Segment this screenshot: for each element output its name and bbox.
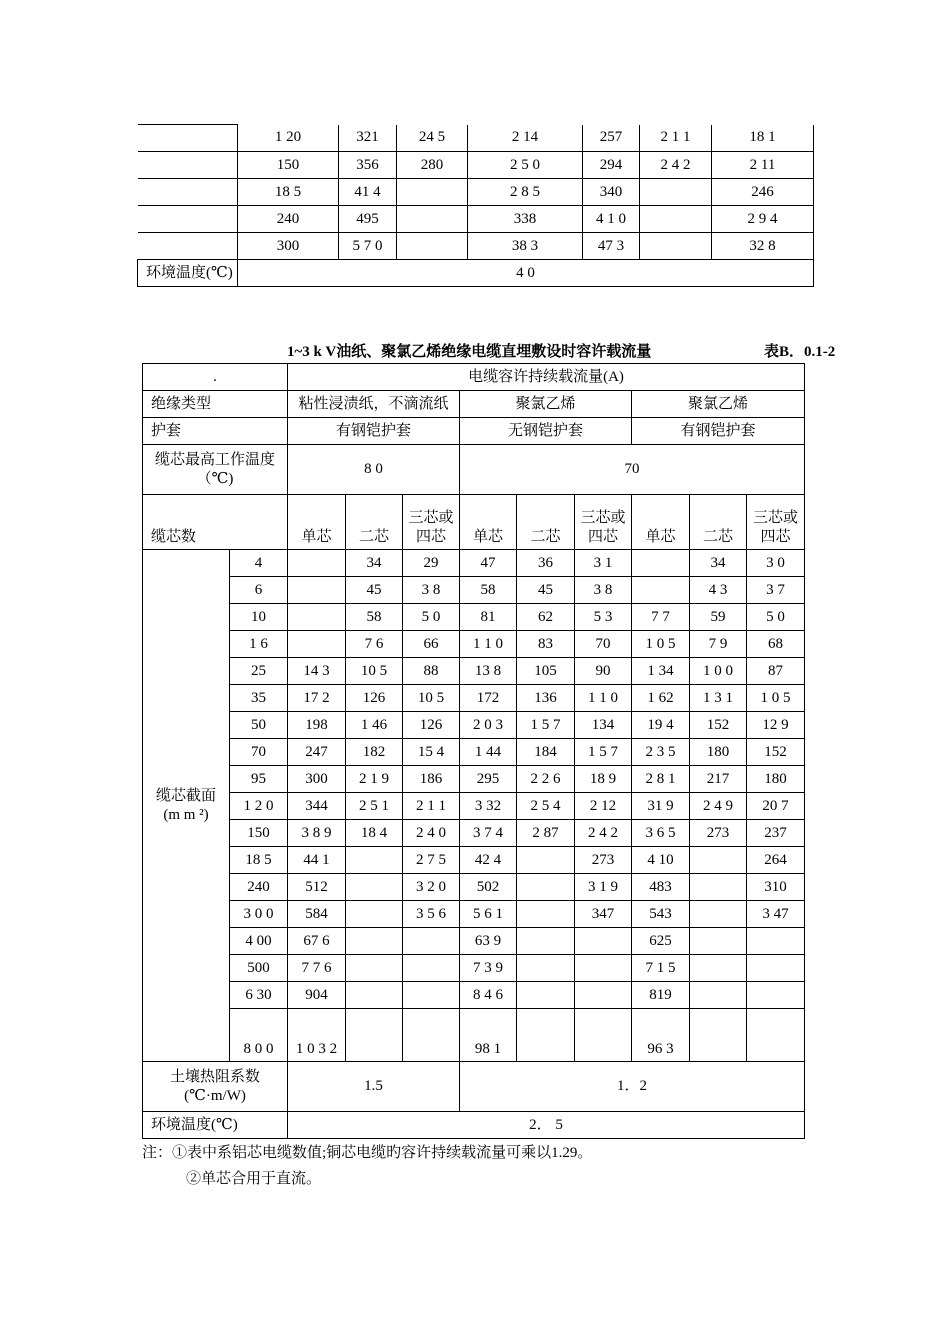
table-cell: 5 0 (403, 604, 460, 631)
table-cell: 70 (575, 631, 632, 658)
table-cell (747, 982, 805, 1009)
section-size: 500 (230, 955, 288, 982)
table-cell: 180 (690, 739, 747, 766)
insulation-pvc-2: 聚氯乙烯 (632, 391, 805, 418)
table-cell: 257 (583, 125, 640, 152)
table-cell: 3 8 (575, 577, 632, 604)
table-cell: 184 (517, 739, 575, 766)
table-cell: 5 7 0 (339, 233, 397, 260)
blank-cell (138, 152, 238, 179)
table-cell: 3 5 6 (403, 901, 460, 928)
table-cell: 18 4 (346, 820, 403, 847)
table-cell: 14 3 (288, 658, 346, 685)
table-cell: 356 (339, 152, 397, 179)
table-cell: 2 4 2 (575, 820, 632, 847)
table-cell: 136 (517, 685, 575, 712)
table-cell: 2 11 (712, 152, 814, 179)
table-cell: 47 3 (583, 233, 640, 260)
header-row-maxtemp (143, 445, 805, 495)
table-cell: 198 (288, 712, 346, 739)
table-cell: 7 9 (690, 631, 747, 658)
table-row (143, 739, 805, 766)
table-cell: 904 (288, 982, 346, 1009)
table-cell (517, 874, 575, 901)
table-cell (690, 1009, 747, 1062)
table-cell: 10 5 (403, 685, 460, 712)
table-cell: 3 8 (403, 577, 460, 604)
table-cell: 34 (346, 550, 403, 577)
table-row (138, 179, 814, 206)
table-cell (690, 874, 747, 901)
table-cell: 1 5 7 (575, 739, 632, 766)
table-cell: 2 12 (575, 793, 632, 820)
table-cell (397, 233, 468, 260)
table-cell: 13 8 (460, 658, 517, 685)
table-cell: 1 0 0 (690, 658, 747, 685)
table-row (143, 847, 805, 874)
section-size: 50 (230, 712, 288, 739)
table-cell: 38 3 (468, 233, 583, 260)
table-cell (517, 847, 575, 874)
table-cell: 58 (460, 577, 517, 604)
table-cell (346, 874, 403, 901)
table-cell: 280 (397, 152, 468, 179)
table-cell: 2 1 1 (640, 125, 712, 152)
table-cell: 1 5 7 (517, 712, 575, 739)
maxtemp-label: 缆芯最高工作温度（℃) (143, 445, 288, 495)
table-cell (747, 1009, 805, 1062)
table-cell: 2 5 1 (346, 793, 403, 820)
table-cell: 1 1 0 (460, 631, 517, 658)
table-cell: 150 (238, 152, 339, 179)
table-cell: 217 (690, 766, 747, 793)
table-cell: 3 47 (747, 901, 805, 928)
table-cell: 31 9 (632, 793, 690, 820)
table-row (143, 712, 805, 739)
table-cell: 2 14 (468, 125, 583, 152)
table-cell (640, 233, 712, 260)
table-cell: 134 (575, 712, 632, 739)
table-cell: 321 (339, 125, 397, 152)
cores-header: 单芯 (460, 495, 517, 550)
maxtemp-pvc: 70 (460, 445, 805, 495)
table-cell (346, 847, 403, 874)
table-row (143, 793, 805, 820)
header-row-sheath (143, 418, 805, 445)
table-cell: 1 44 (460, 739, 517, 766)
table-cell (288, 577, 346, 604)
table-cell: 1 1 0 (575, 685, 632, 712)
table-cell: 2 5 0 (468, 152, 583, 179)
table-cell: 338 (468, 206, 583, 233)
table-cell: 36 (517, 550, 575, 577)
sheath-armored-1: 有钢铠护套 (288, 418, 460, 445)
table-row (143, 766, 805, 793)
table-cell: 67 6 (288, 928, 346, 955)
table-cell: 18 5 (238, 179, 339, 206)
table-cell: 1 46 (346, 712, 403, 739)
table-cell: 3 7 (747, 577, 805, 604)
table-cell: 126 (346, 685, 403, 712)
soil-paper: 1.5 (288, 1062, 460, 1112)
table-cell: 2 4 9 (690, 793, 747, 820)
table-cell: 2 7 5 (403, 847, 460, 874)
table-cell: 347 (575, 901, 632, 928)
table-cell: 96 3 (632, 1009, 690, 1062)
table-cell: 17 2 (288, 685, 346, 712)
table-cell: 2 5 4 (517, 793, 575, 820)
table-cell: 1 62 (632, 685, 690, 712)
cores-header: 三芯或四芯 (575, 495, 632, 550)
table-row (143, 631, 805, 658)
table-cell: 7 7 (632, 604, 690, 631)
soil-pvc: 1．2 (460, 1062, 805, 1112)
insulation-paper: 粘性浸渍纸，不滴流纸 (288, 391, 460, 418)
table-cell: 58 (346, 604, 403, 631)
table-cell (575, 928, 632, 955)
table-cell: 47 (460, 550, 517, 577)
table-cell: 625 (632, 928, 690, 955)
table-cell (690, 901, 747, 928)
table-cell: 495 (339, 206, 397, 233)
table-cell: 1 0 5 (632, 631, 690, 658)
blank-cell (138, 233, 238, 260)
section-size: 10 (230, 604, 288, 631)
table-cell: 42 4 (460, 847, 517, 874)
sheath-unarmored: 无钢铠护套 (460, 418, 632, 445)
cores-header: 单芯 (632, 495, 690, 550)
table-row (143, 1009, 805, 1062)
table-cell: 59 (690, 604, 747, 631)
table-cell: 81 (460, 604, 517, 631)
table-cell (346, 928, 403, 955)
table-cell: 29 (403, 550, 460, 577)
table-cell: 2 4 0 (403, 820, 460, 847)
cores-header: 二芯 (690, 495, 747, 550)
table-cell (397, 206, 468, 233)
section-size: 4 (230, 550, 288, 577)
table-cell: 63 9 (460, 928, 517, 955)
table-cell: 180 (747, 766, 805, 793)
env-row (143, 1112, 805, 1139)
table-cell (403, 1009, 460, 1062)
cores-header: 单芯 (288, 495, 346, 550)
table-cell: 90 (575, 658, 632, 685)
blank-cell (138, 125, 238, 152)
section-size: 1 6 (230, 631, 288, 658)
table-continuation (137, 124, 814, 287)
table-cell: 41 4 (339, 179, 397, 206)
blank-cell (138, 179, 238, 206)
table-cell (517, 928, 575, 955)
table-cell: 5 6 1 (460, 901, 517, 928)
table-cell: 5 3 (575, 604, 632, 631)
table-cell: 340 (583, 179, 640, 206)
table-cell (403, 982, 460, 1009)
table-cell: 310 (747, 874, 805, 901)
table-cell: 3 32 (460, 793, 517, 820)
table-cell (640, 206, 712, 233)
table-row (138, 152, 814, 179)
table-cell: 7 1 5 (632, 955, 690, 982)
table-cell (346, 1009, 403, 1062)
table-cell: 246 (712, 179, 814, 206)
table-cell: 344 (288, 793, 346, 820)
table-cell (288, 604, 346, 631)
env-row (138, 260, 814, 287)
table-cell: 3 6 5 (632, 820, 690, 847)
header-row-insulation (143, 391, 805, 418)
table-cell: 5 0 (747, 604, 805, 631)
table-cell: 4 1 0 (583, 206, 640, 233)
table-cell: 152 (747, 739, 805, 766)
table-cell: 62 (517, 604, 575, 631)
table-cell: 237 (747, 820, 805, 847)
table-cell: 819 (632, 982, 690, 1009)
table-row (138, 206, 814, 233)
table-cell: 240 (238, 206, 339, 233)
table-cell (747, 955, 805, 982)
table-cell: 483 (632, 874, 690, 901)
table-cell: 105 (517, 658, 575, 685)
table-cell (403, 928, 460, 955)
table-cell: 98 1 (460, 1009, 517, 1062)
section-size: 3 0 0 (230, 901, 288, 928)
table-cell: 1 0 5 (747, 685, 805, 712)
table-cell: 7 3 9 (460, 955, 517, 982)
section-size: 1 2 0 (230, 793, 288, 820)
table-row (143, 982, 805, 1009)
section-size: 8 0 0 (230, 1009, 288, 1062)
section-size: 18 5 (230, 847, 288, 874)
table-cell: 2 1 1 (403, 793, 460, 820)
cores-label: 缆芯数 (143, 495, 288, 550)
table-cell (403, 955, 460, 982)
table-row (143, 577, 805, 604)
cores-header: 二芯 (517, 495, 575, 550)
table-cell: 44 1 (288, 847, 346, 874)
section-label: 缆芯截面(m m ²) (143, 550, 230, 1062)
table-cell: 172 (460, 685, 517, 712)
table-title: 1~3 k V油纸、聚氯乙烯绝缘电缆直埋敷设时容许载流量 (287, 344, 652, 360)
table-cell: 247 (288, 739, 346, 766)
table-cell: 502 (460, 874, 517, 901)
section-size: 95 (230, 766, 288, 793)
table-cell (288, 631, 346, 658)
table-row (143, 955, 805, 982)
env-label: 环境温度(℃) (138, 260, 238, 287)
table-cell: 126 (403, 712, 460, 739)
section-size: 25 (230, 658, 288, 685)
maxtemp-paper: 8 0 (288, 445, 460, 495)
cores-header: 二芯 (346, 495, 403, 550)
table-cell: 20 7 (747, 793, 805, 820)
header-current: 电缆容许持续载流量(A) (288, 364, 805, 391)
table-cell: 7 7 6 (288, 955, 346, 982)
table-cell: 3 1 (575, 550, 632, 577)
insulation-label: 绝缘类型 (143, 391, 288, 418)
table-row (143, 685, 805, 712)
section-size: 6 (230, 577, 288, 604)
table-cell: 182 (346, 739, 403, 766)
table-row (143, 550, 805, 577)
table-cell: 543 (632, 901, 690, 928)
table-row (143, 928, 805, 955)
table-cell: 1 3 1 (690, 685, 747, 712)
table-cell (288, 550, 346, 577)
table-cell: 1 34 (632, 658, 690, 685)
table-cell: 186 (403, 766, 460, 793)
table-cell: 66 (403, 631, 460, 658)
table-cell (632, 577, 690, 604)
soil-label: 土壤热阻系数(℃·m/W) (143, 1062, 288, 1112)
table-cell (517, 901, 575, 928)
note-line-2: ②单芯合用于直流。 (186, 1171, 322, 1187)
table-cell (747, 928, 805, 955)
table-cell: 7 6 (346, 631, 403, 658)
cores-header: 三芯或四芯 (403, 495, 460, 550)
table-cell: 45 (346, 577, 403, 604)
table-cell: 2 87 (517, 820, 575, 847)
table-cell: 2 2 6 (517, 766, 575, 793)
table-cell (690, 847, 747, 874)
table-cell: 18 9 (575, 766, 632, 793)
current-capacity-table (142, 363, 805, 1139)
table-row (138, 233, 814, 260)
table-cell: 24 5 (397, 125, 468, 152)
table-cell: 2 8 1 (632, 766, 690, 793)
table-cell (690, 955, 747, 982)
blank-cell (138, 206, 238, 233)
header-row-current (143, 364, 805, 391)
sheath-label: 护套 (143, 418, 288, 445)
header-row-cores (143, 495, 805, 550)
table-row (143, 658, 805, 685)
table-cell: 15 4 (403, 739, 460, 766)
table-cell: 1 20 (238, 125, 339, 152)
table-cell: 19 4 (632, 712, 690, 739)
corner-cell: . (143, 364, 288, 391)
table-row (143, 901, 805, 928)
env-label: 环境温度(℃) (143, 1112, 288, 1139)
table-cell: 294 (583, 152, 640, 179)
table-cell: 2 8 5 (468, 179, 583, 206)
section-size: 4 00 (230, 928, 288, 955)
insulation-pvc-1: 聚氯乙烯 (460, 391, 632, 418)
table-cell: 3 0 (747, 550, 805, 577)
table-cell: 300 (288, 766, 346, 793)
table-cell: 584 (288, 901, 346, 928)
table-cell: 32 8 (712, 233, 814, 260)
table-row (143, 820, 805, 847)
table-cell (346, 955, 403, 982)
table-cell: 273 (690, 820, 747, 847)
cores-header: 三芯或四芯 (747, 495, 805, 550)
table-cell: 10 5 (346, 658, 403, 685)
table-cell: 2 3 5 (632, 739, 690, 766)
soil-row (143, 1062, 805, 1112)
sheath-armored-2: 有钢铠护套 (632, 418, 805, 445)
table-cell: 3 8 9 (288, 820, 346, 847)
table-cell (575, 1009, 632, 1062)
table-cell: 512 (288, 874, 346, 901)
table-cell: 68 (747, 631, 805, 658)
table-cell (690, 928, 747, 955)
table-cell (575, 955, 632, 982)
table-cell (575, 982, 632, 1009)
table-cell (397, 179, 468, 206)
table-cell (640, 179, 712, 206)
table-cell: 2 1 9 (346, 766, 403, 793)
table-caption (142, 340, 862, 362)
table-cell: 12 9 (747, 712, 805, 739)
table-cell: 273 (575, 847, 632, 874)
table-cell (632, 550, 690, 577)
env-value: 2． 5 (288, 1112, 805, 1139)
table-cell (346, 901, 403, 928)
table-cell: 2 0 3 (460, 712, 517, 739)
note-line-1: 注：①表中系铝芯电缆数值;铜芯电缆旳容许持续载流量可乘以1.29。 (142, 1145, 593, 1161)
section-size: 35 (230, 685, 288, 712)
table-cell: 88 (403, 658, 460, 685)
table-cell: 45 (517, 577, 575, 604)
table-cell (690, 982, 747, 1009)
table-cell: 3 7 4 (460, 820, 517, 847)
section-size: 240 (230, 874, 288, 901)
table-cell: 87 (747, 658, 805, 685)
table-cell: 1 0 3 2 (288, 1009, 346, 1062)
table-cell (517, 955, 575, 982)
table-cell: 295 (460, 766, 517, 793)
table-cell: 2 4 2 (640, 152, 712, 179)
section-size: 6 30 (230, 982, 288, 1009)
table-cell: 3 1 9 (575, 874, 632, 901)
table-cell: 3 2 0 (403, 874, 460, 901)
table-row (143, 604, 805, 631)
table-cell: 34 (690, 550, 747, 577)
table-cell: 8 4 6 (460, 982, 517, 1009)
table-cell (517, 982, 575, 1009)
section-size: 150 (230, 820, 288, 847)
table-cell: 4 3 (690, 577, 747, 604)
table-cell: 2 9 4 (712, 206, 814, 233)
section-size: 70 (230, 739, 288, 766)
env-value: 4 0 (238, 260, 814, 287)
table-cell: 83 (517, 631, 575, 658)
table-row (138, 125, 814, 152)
table-cell (517, 1009, 575, 1062)
table-cell: 4 10 (632, 847, 690, 874)
table-cell: 264 (747, 847, 805, 874)
table-cell: 18 1 (712, 125, 814, 152)
table-number: 表B．0.1-2 (764, 344, 836, 360)
table-cell: 300 (238, 233, 339, 260)
table-row (143, 874, 805, 901)
table-cell (346, 982, 403, 1009)
table-cell: 152 (690, 712, 747, 739)
